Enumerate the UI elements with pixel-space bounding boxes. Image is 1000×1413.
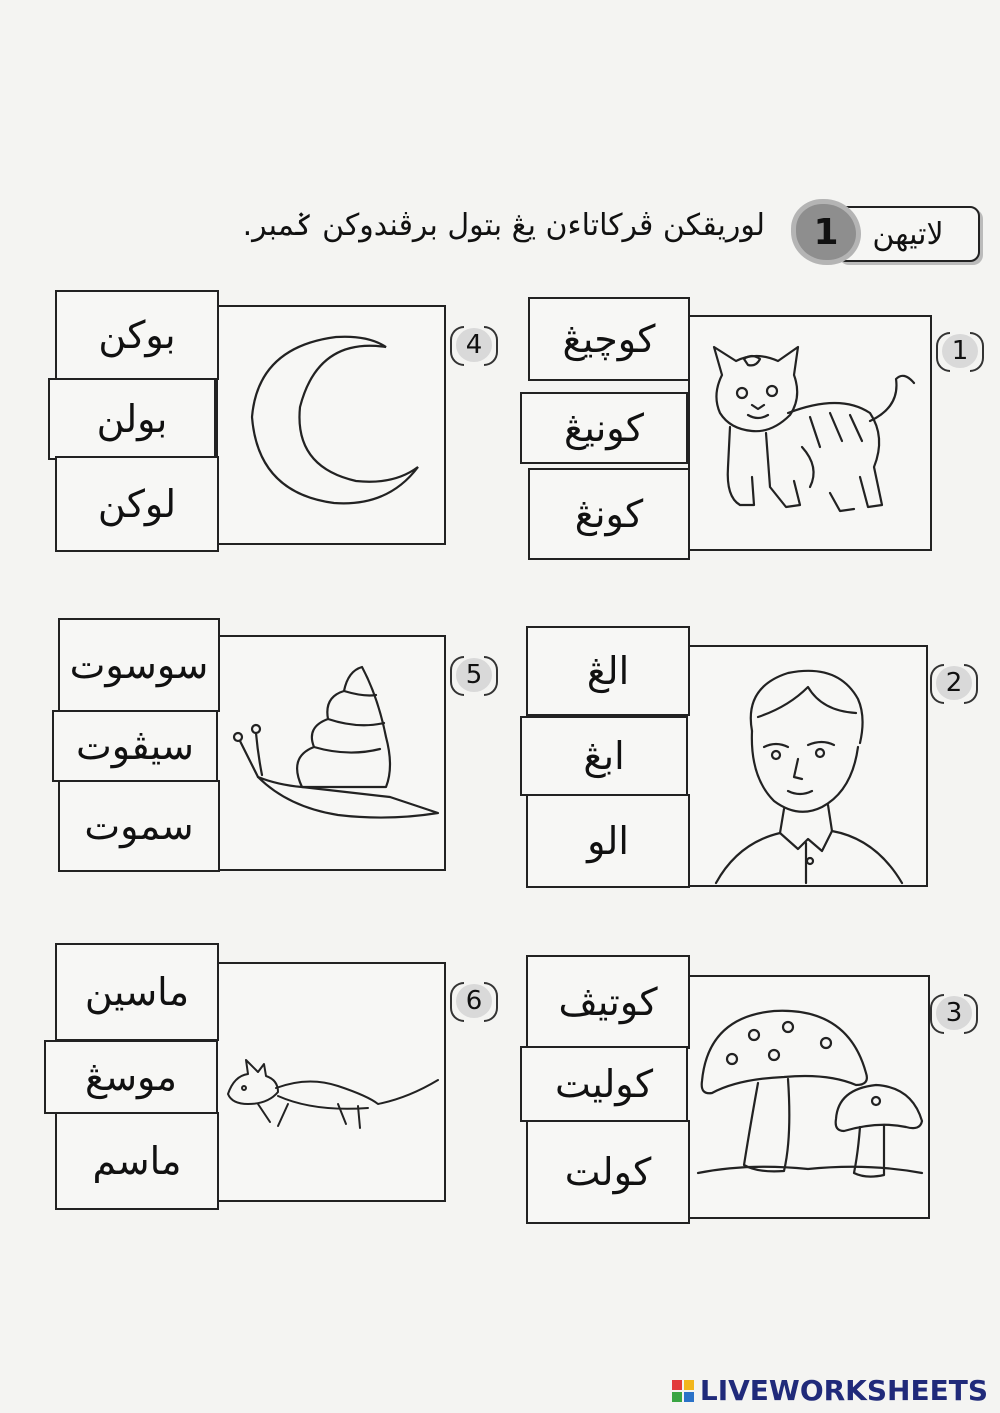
item-1-picture — [688, 315, 932, 551]
item-5-word-2[interactable]: سيڤوت — [52, 710, 218, 782]
boy-icon — [688, 647, 926, 885]
item-6-number: 6 — [450, 978, 498, 1024]
item-3-number: 3 — [930, 990, 978, 1036]
item-4-word-3[interactable]: لوکن — [55, 456, 219, 552]
item-3-picture — [686, 975, 930, 1219]
exercise-header — [140, 200, 980, 270]
item-5-picture — [216, 635, 446, 871]
item-2-word-3[interactable]: الو — [526, 794, 690, 888]
item-3-word-2[interactable]: کوليت — [520, 1046, 688, 1122]
item-1-word-3[interactable]: کونڠ — [528, 468, 690, 560]
item-6-picture — [216, 962, 446, 1202]
brand-text: LIVEWORKSHEETS — [699, 1374, 988, 1407]
item-2-word-1[interactable]: الڠ — [526, 626, 690, 716]
item-2-number: 2 — [930, 660, 978, 706]
item-6-word-3[interactable]: ماسم — [55, 1112, 219, 1210]
mushroom-icon — [688, 977, 928, 1217]
item-4-word-1[interactable]: بوکن — [55, 290, 219, 380]
item-3-word-3[interactable]: کولت — [526, 1120, 690, 1224]
instruction-text: لوريقکن ڤرکاتاءن يڠ بتول برڤندوکن ݢمبر. — [242, 208, 765, 243]
item-4-number: 4 — [450, 322, 498, 368]
item-5-word-1[interactable]: سوسوت — [58, 618, 220, 712]
snail-icon — [218, 637, 444, 869]
item-5-word-3[interactable]: سموت — [58, 780, 220, 872]
item-4-picture — [216, 305, 446, 545]
item-1-number: 1 — [936, 328, 984, 374]
item-5-number: 5 — [450, 652, 498, 698]
item-3-word-1[interactable]: کوتيڤ — [526, 955, 690, 1049]
crescent-moon-icon — [218, 307, 444, 543]
mouse-deer-icon — [218, 964, 444, 1200]
item-6-word-1[interactable]: ماسين — [55, 943, 219, 1041]
exercise-number-badge — [792, 200, 860, 264]
brand-squares-icon — [672, 1380, 694, 1402]
item-4-word-2[interactable]: بولن — [48, 378, 216, 460]
kitten-icon — [690, 317, 930, 549]
liveworksheets-logo — [672, 1374, 988, 1407]
exercise-number: 1 — [813, 211, 839, 253]
exercise-label: لاتيهن — [872, 216, 944, 252]
item-6-word-2[interactable]: موسڠ — [44, 1040, 218, 1114]
item-1-word-1[interactable]: کوچيڠ — [528, 297, 690, 381]
item-2-picture — [686, 645, 928, 887]
item-1-word-2[interactable]: کونيڠ — [520, 392, 688, 464]
item-2-word-2[interactable]: ابڠ — [520, 716, 688, 796]
